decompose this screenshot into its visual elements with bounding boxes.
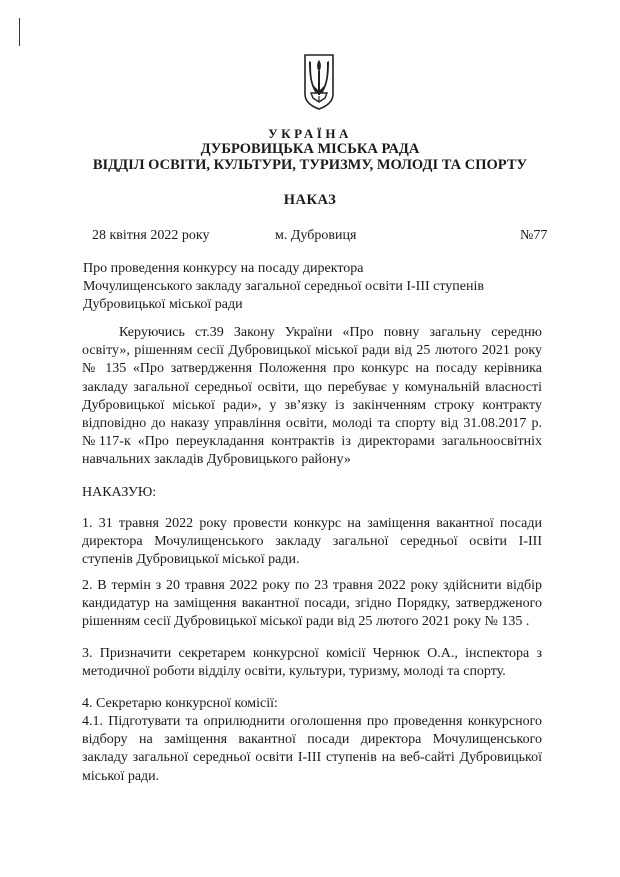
subject-line: Про проведення конкурсу на посаду директора (83, 261, 364, 276)
order-item: 4. Секретарю конкурсної комісії: (82, 696, 278, 711)
preamble-paragraph: Керуючись ст.39 Закону України «Про повну загальну середню освіту», рішенням сесії Дубровицької міської ради від 25 лютого 2021 року № 135 «Про затвердження Положення про конкурс на посаду керівника закладу загальної середньої освіти, що перебуває у комунальній власності Дубровицької міської ради», у зв’язку із закінченням строку контракту відповідно до наказу управління освіти, молоді та спорту від 31.08.2017 р. №117-к «Про переукладання контрактів із директорами загальноосвітніх навчальних закладів Дубровицького району» (82, 325, 542, 468)
order-subject (83, 260, 484, 314)
subject-line: Мочулищенського закладу загальної середньої освіти І-ІІІ ступенів (83, 279, 485, 294)
order-keyword: НАКАЗУЮ: (82, 485, 157, 500)
department-heading: ВІДДІЛ ОСВІТИ, КУЛЬТУРИ, ТУРИЗМУ, МОЛОДІ ТА СПОРТУ (92, 157, 528, 173)
order-number: №77 (520, 228, 548, 243)
trident-emblem-icon (302, 52, 336, 110)
country-heading: УКРАЇНА (268, 126, 352, 141)
subject-line: Дубровицької міської ради (83, 297, 243, 312)
order-item: 2. В термін з 20 травня 2022 року по 23 травня 2022 року здійснити відбір кандидатур на заміщення вакантної посади, згідно Порядку, затвердженого рішенням сесії Дубровицької міської ради від 25 лютого 2021 року № 135 . (82, 578, 542, 630)
order-city: м. Дубровиця (275, 228, 357, 243)
council-heading: ДУБРОВИЦЬКА МІСЬКА РАДА (200, 141, 420, 157)
order-subitem: 4.1. Підготувати та оприлюднити оголошення про проведення конкурсного відбору на заміщення вакантної посади директора Мочулищенського закладу загальної середньої освіти І-ІІІ ступенів на веб-сайті Дубровицької міської ради. (82, 714, 542, 784)
order-item: 3. Призначити секретарем конкурсної комісії Чернюк О.А., інспектора з методичної роботи відділу освіти, культури, туризму, молоді та спорту. (82, 646, 542, 680)
order-date: 28 квітня 2022 року (92, 228, 210, 243)
order-item: 1. 31 травня 2022 року провести конкурс на заміщення вакантної посади директора Мочулищенського закладу загальної середньої освіти І-ІІІ ступенів Дубровицької міської ради. (82, 516, 542, 568)
scan-artifact-line (19, 18, 20, 46)
document-title: НАКАЗ (283, 192, 337, 208)
